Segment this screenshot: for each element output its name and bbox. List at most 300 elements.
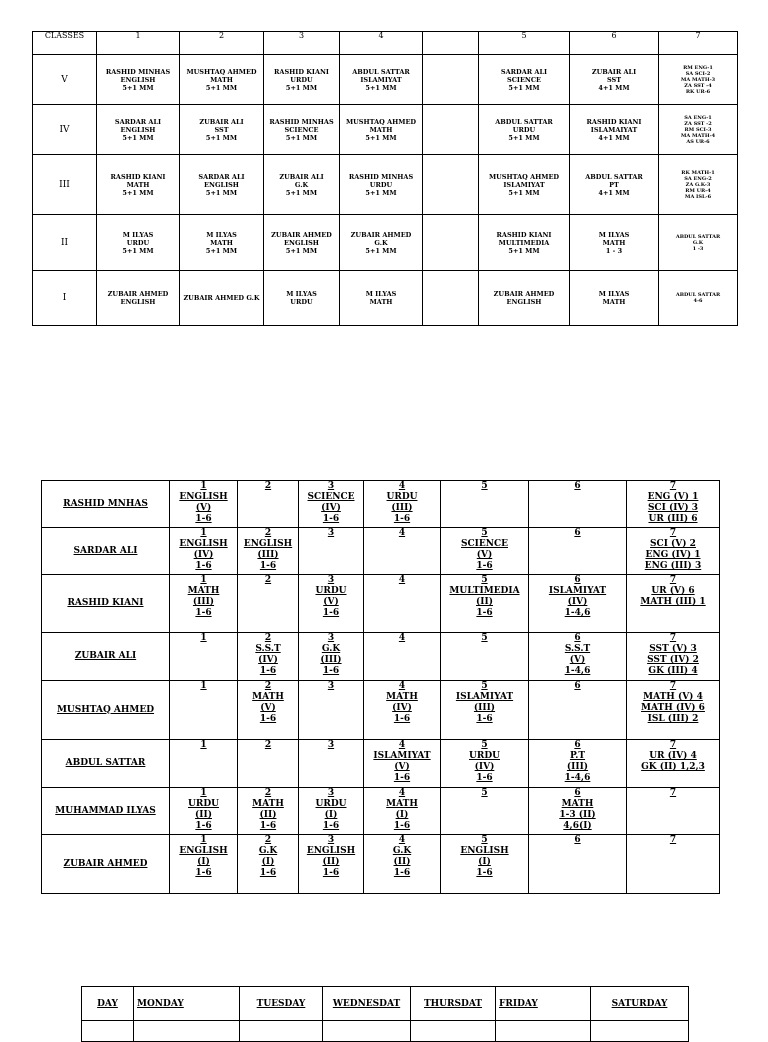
period-line: G.K [321,644,341,654]
period-line: URDU [315,586,347,596]
cell-line: ENGLISH [120,125,156,134]
cell-line: M ILYAS [206,230,237,239]
period-line: ENGLISH [179,846,228,856]
period-line: (IV) [567,597,588,607]
period-line: 1-6 [259,561,277,571]
period-line: UR (III) 6 [648,514,698,524]
cell-line: ZUBAIR ALI [199,117,244,126]
period-cell [299,633,364,681]
cell-line: RASHID KIANI [496,230,552,239]
cell-line: 5+1 MM [365,246,397,255]
period-line: 1-4,6 [564,608,591,618]
schedule-cell [570,55,659,105]
schedule-cell [340,105,423,155]
day-header-cell: WEDNESDAT [323,987,411,1021]
period-cell [441,788,529,835]
schedule-cell [264,215,340,271]
period-line: 3 [327,481,335,491]
period-line: 1-6 [322,666,340,676]
period-line: 3 [327,835,335,845]
schedule-cell [423,105,479,155]
cell-line: ZUBAIR ALI [279,172,324,181]
period-cell [627,575,720,633]
period-line: MATH (V) 4 [643,692,703,702]
period-line: (III) [257,550,279,560]
period-line: 1 [200,788,207,798]
cell-line: G.K [374,238,388,247]
period-cell [238,788,299,835]
period-line: 1 [200,835,207,845]
cell-line: ABDUL SATTAR [495,117,553,126]
period-cell [299,681,364,740]
period-line: (IV) [392,703,412,713]
period-line: 7 [669,481,677,491]
cell-line: ABDUL SATTAR [352,67,410,76]
period-line: 1-6 [322,514,340,524]
period-line: 1 [200,481,207,491]
period-line: 1-6 [195,514,212,524]
period-line: (III) [473,703,496,713]
cell-line: RK MATH-1 [681,169,715,176]
cell-line: ABDUL SATTAR [585,172,643,181]
period-line: ENGLISH [306,846,356,856]
teacher-timetable [41,480,720,894]
period-line: SCIENCE [307,492,355,502]
period-line: ISLAMIYAT [548,586,607,596]
period-cell [299,575,364,633]
schedule-cell [479,105,570,155]
period-cell [627,528,720,575]
cell-line: 5+1 MM [205,83,238,92]
period-line: GK (III) 4 [648,666,698,676]
period-line: 2 [264,835,272,845]
period-cell [364,835,441,894]
schedule-cell [570,271,659,326]
period-cell [441,740,529,788]
period-line: 5 [481,788,488,798]
period-line: (IV) [193,550,214,560]
cell-line: RASHID KIANI [274,67,329,76]
class-row [33,105,738,155]
cell-line: MA ISL-6 [684,193,712,200]
cell-line: SARDAR ALI [114,117,162,126]
cell-line: SARDAR ALI [500,67,548,76]
cell-line: URDU [512,125,536,134]
period-cell [364,740,441,788]
cell-line: SST [606,75,622,84]
class-row [33,215,738,271]
cell-line: 5+1 MM [285,133,318,142]
cell-line: 5+1 MM [122,133,154,142]
period-line: MULTIMEDIA [449,586,520,596]
period-line: 7 [669,575,677,585]
period-line: MATH (III) 1 [640,597,706,607]
period-line: (IV) [474,762,495,772]
cell-line: RASHID MINHAS [348,172,414,181]
schedule-cell [659,215,738,271]
period-cell [441,633,529,681]
teacher-name: ZUBAIR ALI [42,633,170,681]
period-cell [299,788,364,835]
schedule-cell [423,55,479,105]
period-cell [238,681,299,740]
period-line: 1-6 [195,561,212,571]
period-cell [299,481,364,528]
period-cell [238,481,299,528]
cell-line: 4-6 [693,298,703,304]
period-line: S.S.T [564,644,591,654]
cell-line: ZUBAIR AHMED G.K [183,294,260,302]
schedule-cell [97,155,180,215]
schedule-cell [97,271,180,326]
schedule-cell [570,155,659,215]
period-line: (V) [260,703,276,713]
class-row [33,155,738,215]
schedule-cell [659,155,738,215]
period-line: 3 [327,681,335,691]
period-line: 5 [481,681,488,691]
period-line: (III) [391,503,413,513]
period-line: (II) [393,857,411,867]
period-cell [170,481,238,528]
period-cell [238,740,299,788]
period-line: 1-6 [259,666,277,676]
period-line: 4 [398,740,406,750]
cell-line: 5+1 MM [365,83,397,92]
teacher-name: MUHAMMAD ILYAS [42,788,170,835]
period-cell [364,681,441,740]
period-line: 1 [200,681,207,691]
period-line: 2 [264,740,272,750]
cell-line: 4+1 MM [598,133,630,142]
period-line: 1-3 (II) [559,810,596,820]
period-line: 5 [481,575,488,585]
header-cell: 5 [479,32,570,55]
schedule-cell [180,105,264,155]
cell-line: ZUBAIR AHMED [271,230,332,239]
cell-line: M ILYAS [286,290,317,298]
period-cell [170,681,238,740]
period-cell [441,481,529,528]
period-cell [529,835,627,894]
schedule-cell [423,271,479,326]
period-cell [170,633,238,681]
cell-line: ABDUL SATTAR [675,233,721,240]
schedule-cell [423,215,479,271]
period-line: 7 [669,835,677,845]
period-line: 2 [264,481,272,491]
schedule-cell [180,155,264,215]
cell-line: ENGLISH [284,238,319,247]
cell-line: ISLAMIYAT [503,180,545,189]
schedule-cell [570,215,659,271]
header-cell: 6 [570,32,659,55]
period-line: 6 [574,835,581,845]
teacher-name: ABDUL SATTAR [42,740,170,788]
schedule-cell [264,271,340,326]
cell-line: MATH [369,125,393,134]
period-line: MATH [561,799,594,809]
class-timetable [32,31,738,326]
cell-line: M ILYAS [598,230,630,239]
period-cell [238,633,299,681]
cell-line: ISLAMIYAT [360,75,402,84]
cell-line: SARDAR ALI [198,172,245,181]
cell-line: MUSHTAQ AHMED [488,172,560,181]
period-line: 1-6 [476,561,493,571]
period-line: 1-6 [195,868,212,878]
period-line: ENGLISH [179,492,228,502]
period-line: 1-6 [259,821,277,831]
cell-line: 5+1 MM [285,188,318,197]
cell-line: MATH [369,298,393,306]
period-line: P.T [569,751,586,761]
period-line: 6 [574,788,581,798]
period-line: URDU [315,799,347,809]
cell-line: 4+1 MM [598,188,630,197]
header-cell: 7 [659,32,738,55]
cell-line: ZA G.K-3 [685,181,711,188]
cell-line: SST [214,125,229,134]
period-cell [170,835,238,894]
header-cell: 1 [97,32,180,55]
period-cell [364,575,441,633]
cell-line: RASHID MINHAS [269,117,334,126]
period-line: SCIENCE [461,539,508,549]
cell-line: MATH [210,238,233,247]
period-cell [529,788,627,835]
cell-line: 5+1 MM [122,83,154,92]
cell-line: MATH [602,238,626,247]
cell-line: RM UR-4 [685,187,711,194]
period-cell [529,575,627,633]
cell-line: 4+1 MM [598,83,630,92]
period-line: G.K [392,846,412,856]
teacher-name: MUSHTAQ AHMED [42,681,170,740]
period-line: SCI (IV) 3 [647,503,699,513]
cell-line: MULTIMEDIA [498,238,550,247]
schedule-cell [423,155,479,215]
cell-line: MATH [126,180,150,189]
cell-line: 5+1 MM [122,246,154,255]
cell-line: MATH [210,75,233,84]
schedule-cell [570,105,659,155]
period-line: 1-6 [259,714,277,724]
period-line: (II) [476,597,493,607]
teacher-row [42,835,720,894]
period-line: 2 [264,633,272,643]
cell-line: RASHID KIANI [110,172,166,181]
cell-line: SCIENCE [284,125,319,134]
period-line: SST (V) 3 [649,644,697,654]
cell-line: M ILYAS [122,230,154,239]
period-line: (V) [569,655,586,665]
period-cell [364,788,441,835]
period-line: 4,6(I) [563,821,592,831]
schedule-cell [340,215,423,271]
schedule-cell [340,155,423,215]
teacher-name: RASHID MNHAS [42,481,170,528]
header-cell: 2 [180,32,264,55]
header-cell: 3 [264,32,340,55]
period-line: ENG (III) 3 [644,561,702,571]
schedule-cell [264,55,340,105]
period-cell [529,681,627,740]
period-line: G.K [258,846,278,856]
period-line: 5 [481,633,488,643]
period-cell [299,740,364,788]
period-line: 4 [398,633,406,643]
period-line: MATH [187,586,220,596]
class-label: III [33,155,97,215]
cell-line: ENGLISH [120,298,156,306]
cell-line: 5+1 MM [122,188,154,197]
period-line: 1-6 [476,714,493,724]
class-row [33,55,738,105]
period-line: 1-6 [393,514,411,524]
cell-line: AS UR-6 [686,138,710,145]
period-line: 4 [398,481,406,491]
day-header-cell: MONDAY [134,987,240,1021]
teacher-row [42,788,720,835]
period-cell [529,740,627,788]
period-cell [627,835,720,894]
cell-line: ENGLISH [120,75,156,84]
period-line: (I) [395,810,409,820]
period-line: 1 [200,633,207,643]
schedule-cell [97,215,180,271]
period-cell [170,788,238,835]
period-line: 6 [574,740,581,750]
teacher-row [42,681,720,740]
period-line: 4 [398,835,406,845]
period-line: 1-6 [195,608,212,618]
cell-line: G.K [692,239,704,246]
period-line: (I) [197,857,210,867]
cell-line: 5+1 MM [285,83,318,92]
period-line: (I) [478,857,491,867]
period-line: 1-6 [393,821,411,831]
schedule-cell [479,155,570,215]
period-line: 1-6 [393,773,411,783]
header-cell [423,32,479,55]
period-line: (I) [324,810,338,820]
period-line: 3 [327,740,335,750]
schedule-cell [659,271,738,326]
cell-line: URDU [369,180,393,189]
period-line: 5 [481,528,488,538]
period-line: 6 [574,575,581,585]
cell-line: ENGLISH [506,298,542,306]
period-line: (III) [320,655,342,665]
cell-line: 5+1 MM [508,83,540,92]
class-label: II [33,215,97,271]
cell-line: MA MATH-4 [680,132,716,139]
teacher-row [42,481,720,528]
period-line: URDU [469,751,500,761]
period-line: 1-6 [322,608,340,618]
period-line: 1-6 [476,868,493,878]
period-line: 4 [398,788,406,798]
cell-line: SA SCI-2 [685,70,711,77]
period-line: 2 [264,575,272,585]
period-line: 6 [574,528,581,538]
schedule-cell [479,55,570,105]
period-line: 3 [327,788,335,798]
period-cell [238,528,299,575]
period-line: (V) [195,503,212,513]
period-line: MATH (IV) 6 [641,703,705,713]
header-cell: CLASSES [33,32,97,55]
period-line: GK (II) 1,2,3 [641,762,705,772]
period-cell [441,575,529,633]
cell-line: ISLAMAIYAT [590,125,638,134]
cell-line: RK UR-6 [685,88,711,95]
period-line: (V) [476,550,493,560]
period-line: 1 [200,740,207,750]
period-line: 1-6 [259,868,277,878]
period-cell [170,740,238,788]
schedule-cell [97,105,180,155]
day-header-cell: TUESDAY [240,987,323,1021]
cell-line: ZUBAIR ALI [591,67,637,76]
period-line: 1 [200,528,207,538]
schedule-cell [479,215,570,271]
period-cell [627,740,720,788]
period-line: 1 [200,575,207,585]
period-line: 5 [481,481,488,491]
period-line: ISLAMIYAT [455,692,514,702]
period-line: 7 [669,633,677,643]
schedule-cell [479,271,570,326]
cell-line: RASHID KIANI [586,117,642,126]
cell-line: ENGLISH [204,180,239,189]
period-line: 7 [669,788,677,798]
period-line: URDU [188,799,219,809]
class-label: V [33,55,97,105]
cell-line: SA ENG-1 [684,114,712,121]
schedule-cell [180,271,264,326]
header-cell: 4 [340,32,423,55]
period-line: MATH [252,692,284,702]
period-cell [627,681,720,740]
period-cell [627,788,720,835]
cell-line: ZUBAIR AHMED [350,230,412,239]
cell-line: ZA SST -4 [684,82,712,89]
period-line: 6 [574,681,581,691]
period-line: (III) [192,597,215,607]
cell-line: URDU [290,75,313,84]
period-line: ENGLISH [460,846,509,856]
schedule-cell [264,105,340,155]
cell-line: 5+1 MM [285,246,318,255]
period-cell [529,633,627,681]
cell-line: URDU [126,238,150,247]
period-line: 4 [398,681,406,691]
cell-line: M ILYAS [598,290,630,298]
class-label: IV [33,105,97,155]
cell-line: MUSHTAQ AHMED [186,67,257,76]
cell-line: 5+1 MM [205,188,238,197]
period-line: SST (IV) 2 [647,655,699,665]
schedule-cell [97,55,180,105]
cell-line: 1 -3 [692,245,704,252]
period-line: 3 [327,633,335,643]
day-header-cell: THURSDAT [411,987,496,1021]
cell-line: ABDUL SATTAR [675,292,721,298]
period-line: MATH [386,799,418,809]
class-row [33,271,738,326]
